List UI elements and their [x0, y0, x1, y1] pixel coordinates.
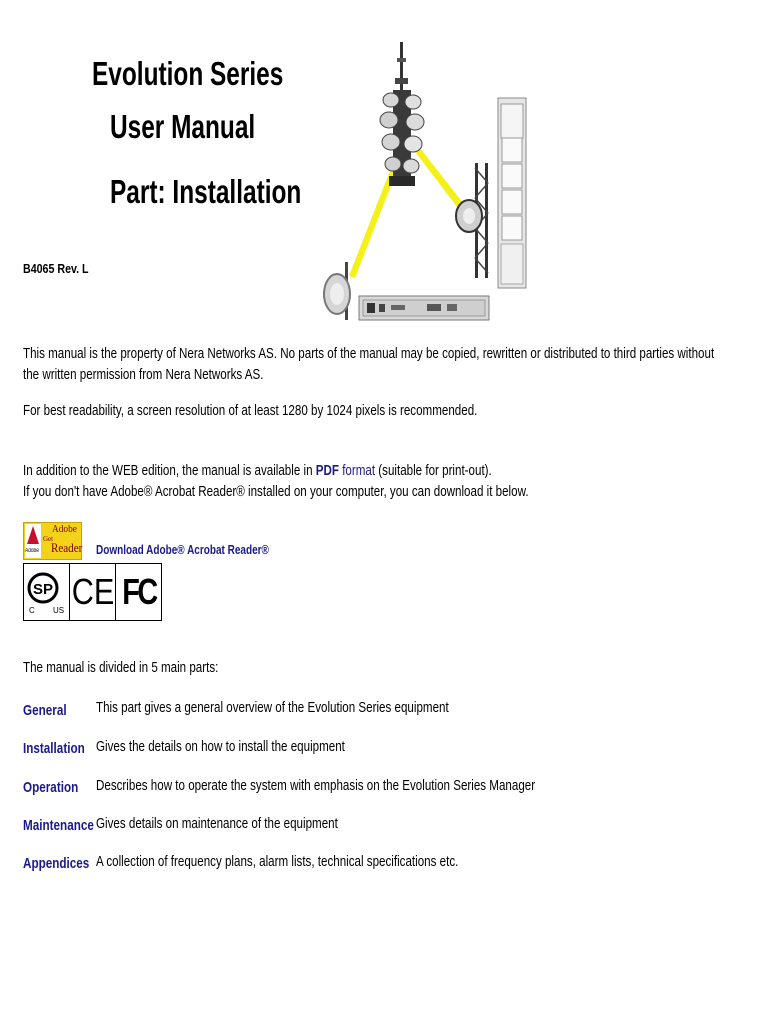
get-adobe-reader-badge[interactable]	[23, 522, 82, 560]
csa-us-label: US	[53, 606, 65, 615]
part-desc-general: This part gives a general overview of the Evolution Series equipment	[96, 700, 449, 716]
dish-antenna-icon	[324, 262, 350, 320]
certification-logos	[23, 563, 162, 621]
equipment-illustration	[315, 38, 535, 328]
format-link[interactable]: format	[342, 463, 376, 479]
part-desc-maintenance: Gives details on maintenance of the equipment	[96, 816, 338, 832]
property-notice: This manual is the property of Nera Networks AS. No parts of the manual may be copied, rewritten or distributed to third parties without the written permission from Nera Networks AS.	[23, 346, 715, 383]
badge-adobe-text: Adobe	[52, 523, 77, 535]
fcc-mark-text: FC	[121, 571, 156, 612]
part-link-installation[interactable]: Installation	[23, 740, 85, 757]
svg-text:SP: SP	[32, 581, 54, 598]
ce-mark-icon	[70, 564, 116, 620]
part-desc-operation: Describes how to operate the system with emphasis on the Evolution Series Manager	[96, 778, 536, 794]
acrobat-note: If you don't have Adobe® Acrobat Reader® installed on your computer, you can download it below.	[23, 484, 529, 500]
part-link-appendices[interactable]: Appendices	[23, 855, 90, 872]
csa-c-label: C	[29, 606, 35, 615]
cabinet-rack-icon	[498, 98, 526, 288]
part-link-operation[interactable]: Operation	[23, 779, 79, 796]
readability-note: For best readability, a screen resolution of at least 1280 by 1024 pixels is recommended.	[23, 403, 478, 419]
badge-get-text: Get	[43, 535, 54, 543]
ce-mark-text: CE	[71, 571, 114, 612]
pdf-prefix-text: In addition to the WEB edition, the manual is available in	[23, 463, 316, 479]
parts-intro: The manual is divided in 5 main parts:	[23, 660, 219, 676]
antenna-tower-icon	[380, 42, 424, 186]
title-line-2: User Manual	[110, 108, 256, 145]
fcc-logo-icon	[116, 564, 161, 620]
part-link-general[interactable]: General	[23, 702, 67, 719]
part-link-maintenance[interactable]: Maintenance	[23, 817, 94, 834]
lattice-mast-icon	[456, 163, 488, 278]
download-acrobat-link[interactable]: Download Adobe® Acrobat Reader®	[96, 543, 269, 557]
adobe-logo-icon	[25, 524, 41, 558]
adobe-small-text: Adobe	[25, 548, 39, 554]
part-desc-installation: Gives the details on how to install the equipment	[96, 739, 345, 755]
indoor-unit-icon	[359, 296, 489, 320]
pdf-link[interactable]: PDF	[315, 463, 339, 479]
csa-logo-icon	[24, 564, 70, 620]
part-desc-appendices: A collection of frequency plans, alarm lists, technical specifications etc.	[96, 854, 459, 870]
badge-reader-text: Reader	[51, 540, 83, 555]
title-line-1: Evolution Series	[92, 55, 284, 92]
pdf-suffix-text: (suitable for print-out).	[375, 463, 492, 479]
title-line-3: Part: Installation	[110, 173, 302, 210]
pdf-availability-line	[23, 461, 492, 482]
document-id: B4065 Rev. L	[23, 261, 89, 276]
